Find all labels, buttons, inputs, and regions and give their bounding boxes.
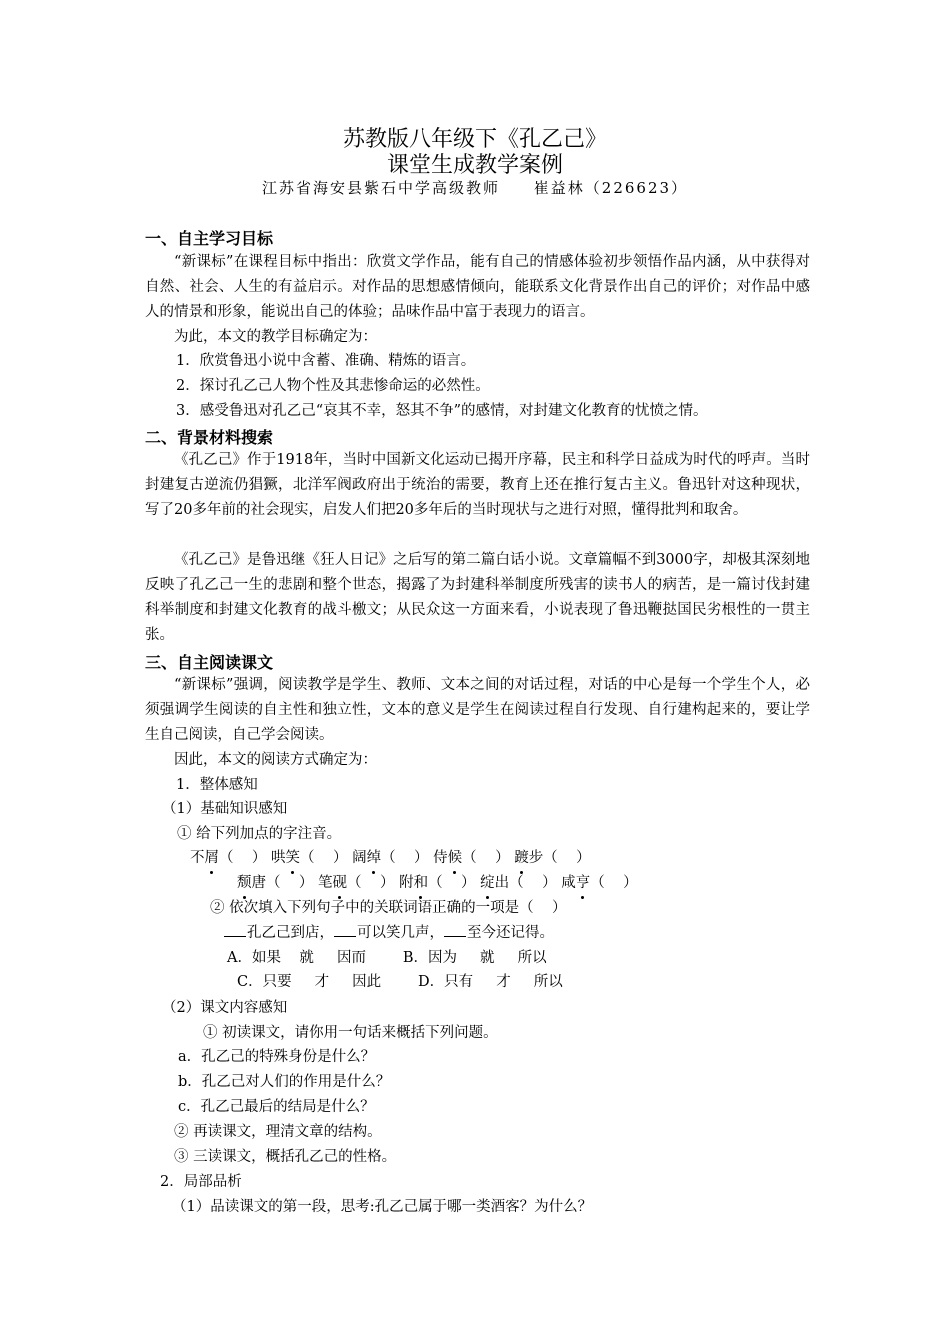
dotted-char: 砚 (333, 871, 348, 896)
question-2: ② 依次填入下列句子中的关联词语正确的一项是（ ） (210, 900, 567, 916)
blank (444, 922, 466, 937)
question-3: ① 初读课文，请你用一句话来概括下列问题。 (203, 1025, 498, 1041)
dotted-char: 颓 (237, 871, 252, 896)
options-ab: A．如果 就 因而 B．因为 就 所以 (227, 950, 547, 966)
question-c: c．孔乙己最后的结局是什么？ (178, 1099, 375, 1115)
word-item: 颓唐（ ） (237, 875, 313, 891)
subsection-2a: （1）品读课文的第一段，思考:孔乙己属于哪一类酒客？为什么？ (172, 1199, 593, 1215)
dotted-char: 踱 (514, 846, 529, 871)
dotted-char: 绽 (480, 871, 495, 896)
subsection-2: 2．局部品析 (160, 1174, 242, 1190)
question-5: ③ 三读课文，概括孔乙己的性格。 (174, 1149, 397, 1165)
subsection-1: 1．整体感知 (176, 777, 258, 793)
author-line: 江苏省海安县紫石中学高级教师 崔益林（226623） (261, 179, 689, 197)
dotted-char: 笑 (286, 846, 301, 871)
word-item: 笔砚（ ） (318, 875, 394, 891)
subsection-1b: （2）课文内容感知 (162, 1000, 288, 1016)
word-item: 侍候（ ） (433, 850, 509, 866)
dotted-char: 和 (414, 871, 429, 896)
word-item: 踱步（ ） (514, 850, 590, 866)
question-a: a．孔乙己的特殊身份是什么？ (178, 1049, 376, 1065)
section3-paragraph1: “新课标”强调，阅读教学是学生、教师、文本之间的对话过程，对话的中心是每一个学生个人，必须强调学生阅读的自主性和独立性，文本的意义是学生在阅读过程自行发现、自行建构起来的，要让学生自己阅读，自己学会阅读。 (145, 677, 810, 743)
section2-paragraph2: 《孔乙己》是鲁迅继《狂人日记》之后写的第二篇白话小说。文章篇幅不到3000字，却极其深刻地反映了孔乙己一生的悲剧和整个世态，揭露了为封建科举制度所残害的读书人的病苦，是一篇讨伐封建科举制度和封建文化教育的战斗檄文；从民众这一方面来看，小说表现了鲁迅鞭挞国民劣根性的一贯主张。 (145, 552, 810, 643)
section1-heading: 一、自主学习目标 (145, 229, 274, 248)
section3-heading: 三、自主阅读课文 (145, 653, 274, 672)
fill-in-sentence: 孔乙己到店， 可以笑几声， 至今还记得。 (224, 921, 554, 946)
goal-2: 2．探讨孔乙己人物个性及其悲惨命运的必然性。 (176, 378, 490, 394)
word-item: 不屑（ ） (190, 850, 266, 866)
dotted-char: 屑 (205, 846, 220, 871)
dotted-char: 候 (448, 846, 463, 871)
pinyin-row-2 (237, 871, 638, 896)
word-item: 阔绰（ ） (352, 850, 428, 866)
word-item: 哄笑（ ） (271, 850, 347, 866)
section2-paragraph1: 《孔乙己》作于1918年，当时中国新文化运动已揭开序幕，民主和科学日益成为时代的呼声。当时封建复古逆流仍猖獗，北洋军阀政府出于统治的需要，教育上还在推行复古主义。鲁迅针对这种现状，写了20多年前的社会现实，启发人们把20多年后的当时现状与之进行对照，懂得批判和取舍。 (145, 452, 810, 518)
question-b: b．孔乙己对人们的作用是什么？ (178, 1074, 391, 1090)
dotted-char: 亨 (576, 871, 591, 896)
goal-3: 3．感受鲁迅对孔乙己“哀其不幸，怒其不争”的感情，对封建文化教育的忧愤之情。 (176, 403, 708, 419)
doc-title-line1: 苏教版八年级下《孔乙己》 (342, 127, 607, 152)
question-1: ① 给下列加点的字注音。 (177, 826, 342, 842)
blank (224, 922, 246, 937)
options-cd: C．只要 才 因此 D．只有 才 所以 (237, 974, 563, 990)
pinyin-row-1 (190, 846, 591, 871)
section1-paragraph1: “新课标”在课程目标中指出：欣赏文学作品，能有自己的情感体验初步领悟作品内涵，从中获得对自然、社会、人生的有益启示。对作品的思想感情倾向，能联系文化背景作出自己的评价；对作品中感人的情景和形象，能说出自己的体验；品味作品中富于表现力的语言。 (145, 254, 810, 320)
word-item: 绽出（ ） (480, 875, 556, 891)
subsection-1a: （1）基础知识感知 (162, 801, 288, 817)
blank (334, 922, 356, 937)
doc-title-line2: 课堂生成教学案例 (386, 153, 563, 178)
section1-paragraph2: 为此，本文的教学目标确定为： (174, 329, 377, 345)
goal-1: 1．欣赏鲁迅小说中含蓄、准确、精炼的语言。 (176, 353, 476, 369)
question-4: ② 再读课文，理清文章的结构。 (174, 1124, 382, 1140)
word-item: 咸亨（ ） (561, 875, 637, 891)
section2-heading: 二、背景材料搜索 (145, 428, 274, 447)
word-item: 附和（ ） (399, 875, 475, 891)
section3-paragraph2: 因此，本文的阅读方式确定为： (174, 752, 377, 768)
dotted-char: 绰 (367, 846, 382, 871)
